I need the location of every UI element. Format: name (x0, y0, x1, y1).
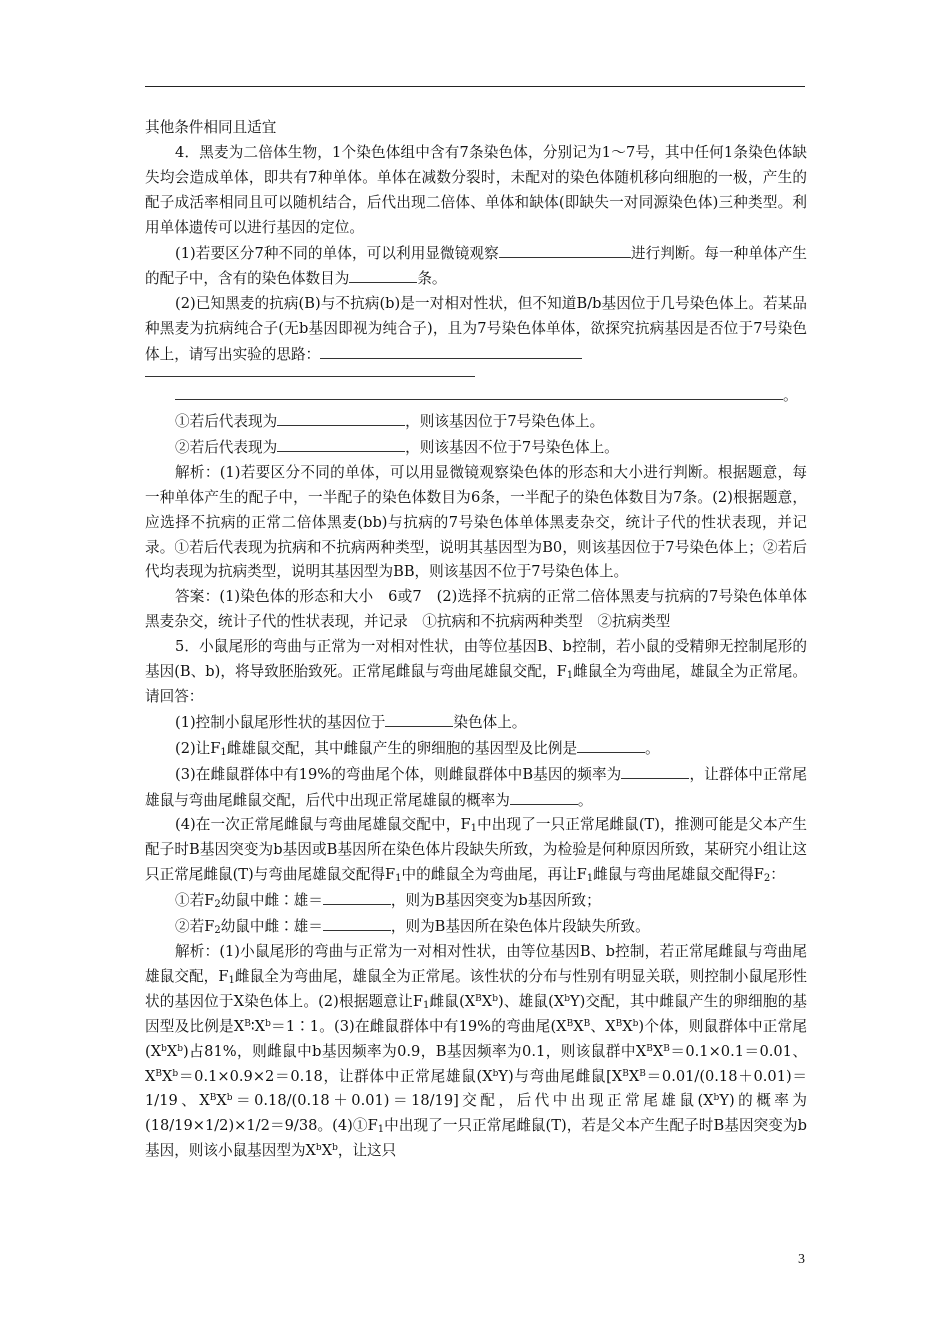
answer-blank-line[interactable] (145, 368, 475, 377)
question-5-intro: 5．小鼠尾形的弯曲与正常为一对相对性状，由等位基因B、b控制，若小鼠的受精卵无控制尾形的基因(B、b)，将导致胚胎致死。正常尾雌鼠与弯曲尾雄鼠交配，$F_1$雌鼠全为弯曲尾，雄鼠全为正常尾。请回答： (145, 638, 807, 705)
question-4-part-1: (1)若要区分7种不同的单体，可以利用显微镜观察 进行判断。每一种单体产生的配子中，含有的染色体数目为 条。 (145, 241, 807, 293)
answer-blank[interactable] (577, 736, 645, 753)
answer-blank[interactable] (510, 788, 578, 805)
question-5-part-2: (2)让$F_1$雌雄鼠交配，其中雌鼠产生的卵细胞的基因型及比例是 。 (145, 736, 807, 762)
question-5-case-1: ①若$F_2$幼鼠中雌∶雄＝ ，则为B基因突变为b基因所致； (145, 888, 807, 914)
answer-blank[interactable] (499, 241, 631, 258)
answer-blank[interactable] (621, 762, 689, 779)
answer-blank[interactable] (320, 342, 582, 359)
answer-blank-line-end: 。 (145, 383, 807, 409)
question-5-case-2: ②若$F_2$幼鼠中雌∶雄＝ ，则为B基因所在染色体片段缺失所致。 (145, 914, 807, 940)
answer-blank[interactable] (349, 266, 417, 283)
question-4-case-2: ②若后代表现为 ，则该基因不位于7号染色体上。 (145, 435, 807, 461)
question-4-analysis: 解析：(1)若要区分不同的单体，可以用显微镜观察染色体的形态和大小进行判断。根据题意，每一种单体产生的配子中，一半配子的染色体数目为6条，一半配子的染色体数目为7条。(2)根据题意，应选择不抗病的正常二倍体黑麦(bb)与抗病的7号染色体单体黑麦杂交，统计子代的性状表现，并记录。①若后代表现为抗病和不抗病两种类型，说明其基因型为B0，则该基因位于7号染色体上；②若后代均表现为抗病类型，说明其基因型为BB，则该基因不位于7号染色体上。 (145, 463, 807, 581)
question-5-part-3: (3)在雌鼠群体中有19%的弯曲尾个体，则雌鼠群体中B基因的频率为 ，让群体中正常尾雄鼠与弯曲尾雌鼠交配，后代中出现正常尾雄鼠的概率为 。 (145, 762, 807, 814)
answer-blank[interactable] (277, 409, 405, 426)
question-4-case-1: ①若后代表现为 ，则该基因位于7号染色体上。 (145, 409, 807, 435)
question-4-answer: 答案：(1)染色体的形态和大小 6或7 (2)选择不抗病的正常二倍体黑麦与抗病的7号染色体单体黑麦杂交，统计子代的性状表现，并记录 ①抗病和不抗病两种类型 ②抗病类型 (145, 588, 807, 631)
page-number: 3 (798, 1252, 805, 1267)
question-5-part-1: (1)控制小鼠尾形性状的基因位于 染色体上。 (145, 710, 807, 736)
question-5-analysis: 解析：(1)小鼠尾形的弯曲与正常为一对相对性状，由等位基因B、b控制，若正常尾雌鼠与弯曲尾雄鼠交配，$F_1$雌鼠全为弯曲尾，雄鼠全为正常尾。该性状的分布与性别有明显关联，则控制小鼠尾形性状的基因位于X染色体上。(2)根据题意让$F_1$雌鼠$(X^BX^b)$、雄鼠$(X^bY)$交配，其中雌鼠产生的卵细胞的基因型及比例是$X^B∶X^b=1∶1$。(3)在雌鼠群体中有19%的弯曲尾($X^BX^B$、$X^BX^b$)个体，则鼠群体中正常尾$(X^bX^b)$占81%，则雌鼠中b基因频率为0.9，B基因频率为0.1，则该鼠群中$X^BX^B=0.1\times 0.1=0.01$、$X^BX^b=0.1\times 0.9\times 2=0.18$，让群体中正常尾雄鼠$(X^bY)$与弯曲尾雌鼠[$X^BX^B=0.01/(0.18+0.01)=1/19$、$X^BX^b=0.18/(0.18+0.01)=18/19$]交配，后代中出现正常尾雄鼠$(X^bY)$的概率为(18/19×1/2)×1/2＝9/38。$(4)①F_1$中出现了一只正常尾雌鼠(T)，若是父本产生配子时B基因突变为b基因，则该小鼠基因型为$X^bX^b$，让这只 (145, 943, 808, 1160)
header-rule (145, 86, 805, 87)
answer-blank[interactable] (175, 383, 783, 400)
answer-blank[interactable] (385, 710, 453, 727)
question-4-intro: 4．黑麦为二倍体生物，1个染色体组中含有7条染色体，分别记为1～7号，其中任何1条染色体缺失均会造成单体，即共有7种单体。单体在减数分裂时，未配对的染色体随机移向细胞的一极，产生的配子成活率相同且可以随机结合，后代出现二倍体、单体和缺体(即缺失一对同源染色体)三种类型。利用单体遗传可以进行基因的定位。 (145, 143, 807, 236)
continued-line: 其他条件相同且适宜 (145, 119, 277, 136)
answer-blank[interactable] (323, 914, 391, 931)
document-body (145, 116, 807, 1164)
question-5-part-4: (4)在一次正常尾雌鼠与弯曲尾雄鼠交配中，$F_1$中出现了一只正常尾雌鼠(T)，推测可能是父本产生配子时B基因突变为b基因或B基因所在染色体片段缺失所致，为检验是何种原因所致，某研究小组让这只正常尾雌鼠(T)与弯曲尾雄鼠交配得$F_1$中的雌鼠全为弯曲尾，再让$F_1$雌鼠与弯曲尾雄鼠交配得$F_2$： (145, 816, 807, 885)
answer-blank[interactable] (277, 435, 405, 452)
answer-blank[interactable] (323, 888, 391, 905)
question-4-part-2: (2)已知黑麦的抗病(B)与不抗病(b)是一对相对性状，但不知道B/b基因位于几号染色体上。若某品种黑麦为抗病纯合子(无b基因即视为纯合子)，且为7号染色体单体，欲探究抗病基因是否位于7号染色体上，请写出实验的思路： (145, 295, 807, 364)
